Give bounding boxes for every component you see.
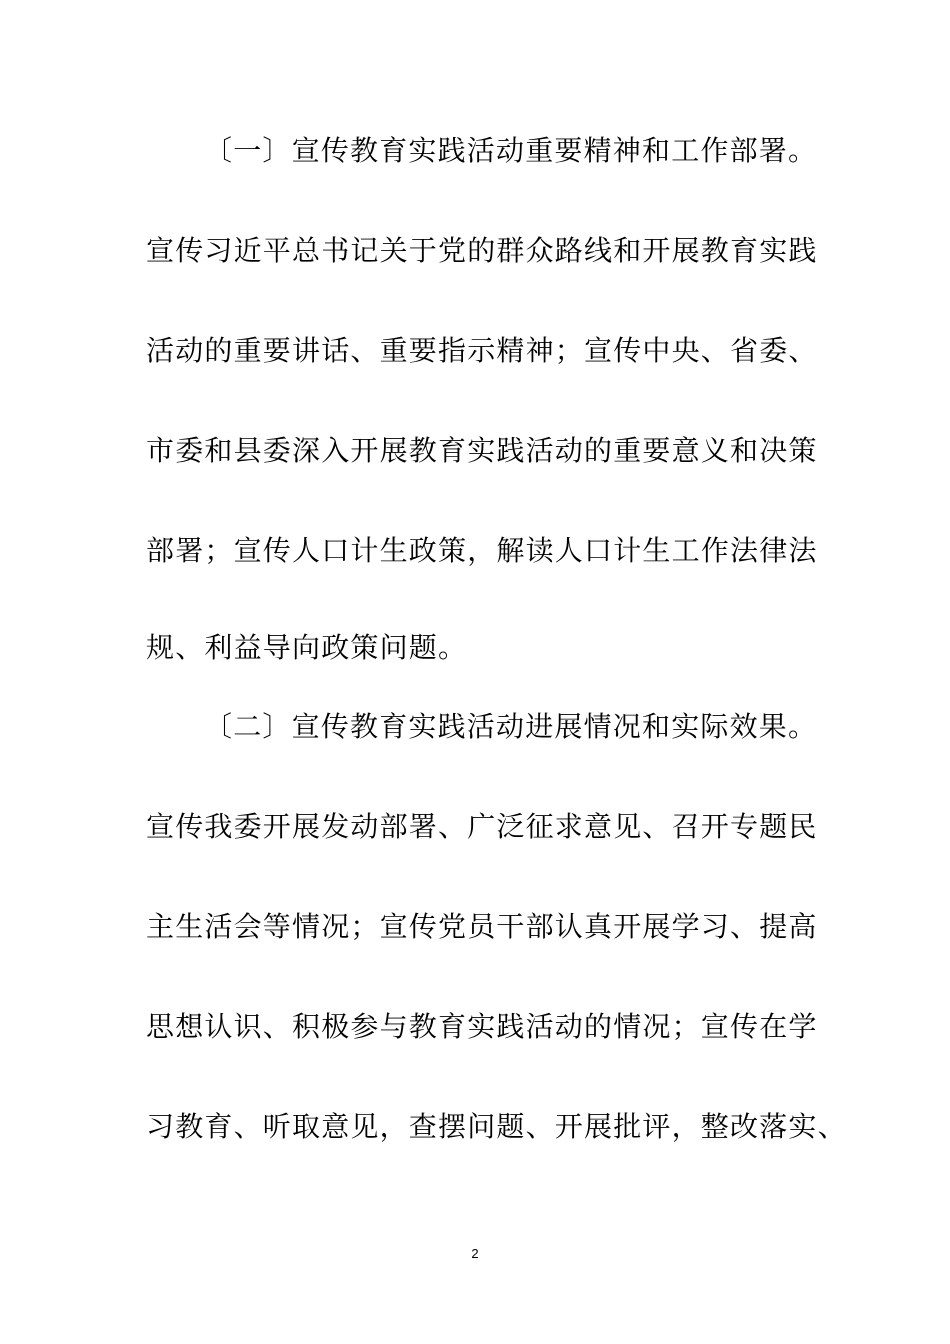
paragraph-line: 部署；宣传人口计生政策，解读人口计生工作法律法 bbox=[146, 534, 818, 567]
section-heading-2: 〔二〕宣传教育实践活动进展情况和实际效果。 bbox=[204, 710, 818, 743]
paragraph-line: 习教育、听取意见，查摆问题、开展批评，整改落实、 bbox=[146, 1110, 847, 1143]
page-number: 2 bbox=[471, 1246, 479, 1261]
paragraph-line: 活动的重要讲话、重要指示精神；宣传中央、省委、 bbox=[146, 334, 818, 367]
paragraph-line: 市委和县委深入开展教育实践活动的重要意义和决策 bbox=[146, 434, 818, 467]
paragraph-line: 规、利益导向政策问题。 bbox=[146, 631, 468, 664]
paragraph-line: 主生活会等情况；宣传党员干部认真开展学习、提高 bbox=[146, 910, 818, 943]
section-heading-1: 〔一〕宣传教育实践活动重要精神和工作部署。 bbox=[204, 134, 818, 167]
paragraph-line: 思想认识、积极参与教育实践活动的情况；宣传在学 bbox=[146, 1010, 818, 1043]
paragraph-line: 宣传我委开展发动部署、广泛征求意见、召开专题民 bbox=[146, 810, 818, 843]
paragraph-line: 宣传习近平总书记关于党的群众路线和开展教育实践 bbox=[146, 234, 818, 267]
